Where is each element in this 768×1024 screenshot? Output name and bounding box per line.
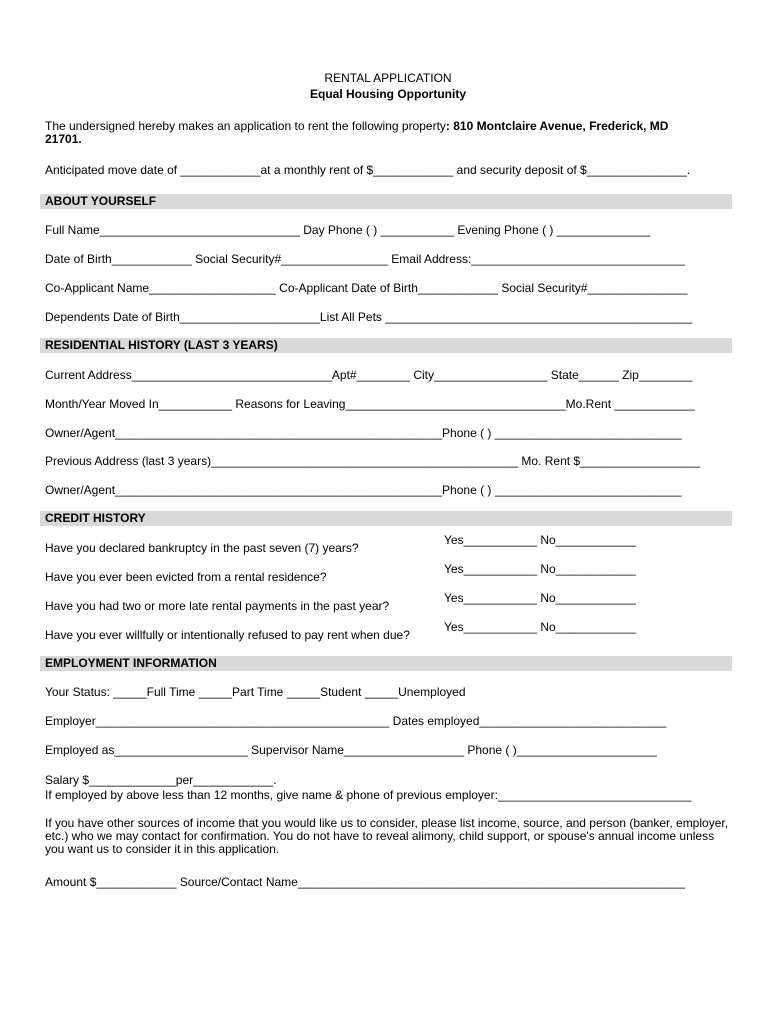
credit-answer-late-payments[interactable]: Yes___________ No____________: [444, 591, 636, 605]
move-date-line[interactable]: Anticipated move date of ____________at a monthly rent of $____________ and security deposit of $_______________.: [45, 163, 691, 177]
section-residential-history: RESIDENTIAL HISTORY (LAST 3 YEARS): [40, 338, 732, 353]
property-zip: 21701.: [45, 132, 82, 146]
credit-answer-evicted[interactable]: Yes___________ No____________: [444, 562, 636, 576]
document-title: RENTAL APPLICATION: [324, 71, 452, 85]
about-row-date-of-birth[interactable]: Date of Birth____________ Social Security#________________ Email Address:________________________________: [45, 252, 685, 266]
about-row-full-name[interactable]: Full Name______________________________ Day Phone ( ) ___________ Evening Phone ( ) ______________: [45, 223, 651, 237]
section-credit-history: CREDIT HISTORY: [40, 511, 732, 526]
credit-answer-bankruptcy[interactable]: Yes___________ No____________: [444, 533, 636, 547]
intro-colon: :: [445, 119, 450, 133]
residential-row-owner-agent[interactable]: Owner/Agent_________________________________________________Phone ( ) ____________________________: [45, 426, 682, 440]
employment-previous-employer-row[interactable]: If employed by above less than 12 months, give name & phone of previous employer:_____________________________: [45, 788, 692, 802]
credit-question-evicted: Have you ever been evicted from a rental residence?: [45, 570, 327, 584]
residential-row-moved-in[interactable]: Month/Year Moved In___________ Reasons for Leaving_________________________________Mo.Rent ____________: [45, 397, 695, 411]
property-address: 810 Montclaire Avenue, Frederick, MD: [449, 119, 669, 133]
section-about-yourself: ABOUT YOURSELF: [40, 194, 732, 209]
section-employment-information: EMPLOYMENT INFORMATION: [40, 656, 732, 671]
credit-answer-refused-rent[interactable]: Yes___________ No____________: [444, 620, 636, 634]
residential-row-previous-address[interactable]: Previous Address (last 3 years)______________________________________________ Mo. Rent $__________________: [45, 454, 701, 468]
about-row-dependents[interactable]: Dependents Date of Birth_____________________List All Pets ______________________________________________: [45, 310, 693, 324]
credit-question-late-payments: Have you had two or more late rental payments in the past year?: [45, 599, 390, 613]
other-income-paragraph: If you have other sources of income that you would like us to consider, please list income, source, and person (banker, employer, etc.) who we may contact for confirmation. You do not have to reveal alimony, child support, or spouse's annual income unless you want us to consider it in this application.: [45, 816, 729, 856]
employment-salary-row[interactable]: Salary $_____________per____________.: [45, 773, 277, 787]
credit-question-bankruptcy: Have you declared bankruptcy in the past seven (7) years?: [45, 541, 359, 555]
intro-text: The undersigned hereby makes an application to rent the following property: [45, 119, 446, 133]
about-row-co-applicant[interactable]: Co-Applicant Name___________________ Co-Applicant Date of Birth____________ Social Security#_______________: [45, 281, 688, 295]
document-subtitle: Equal Housing Opportunity: [310, 87, 466, 101]
residential-row-previous-owner-agent[interactable]: Owner/Agent_________________________________________________Phone ( ) ____________________________: [45, 483, 682, 497]
other-income-amount-row[interactable]: Amount $____________ Source/Contact Name__________________________________________________________: [45, 875, 685, 889]
credit-question-refused-rent: Have you ever willfully or intentionally refused to pay rent when due?: [45, 628, 410, 642]
employment-employer-row[interactable]: Employer____________________________________________ Dates employed____________________________: [45, 714, 667, 728]
residential-row-current-address[interactable]: Current Address______________________________Apt#________ City_________________ State______ Zip________: [45, 368, 693, 382]
employment-employed-as-row[interactable]: Employed as____________________ Supervisor Name__________________ Phone ( )_____________________: [45, 743, 657, 757]
employment-status-row[interactable]: Your Status: _____Full Time _____Part Time _____Student _____Unemployed: [45, 685, 466, 699]
intro-paragraph: [45, 120, 730, 146]
